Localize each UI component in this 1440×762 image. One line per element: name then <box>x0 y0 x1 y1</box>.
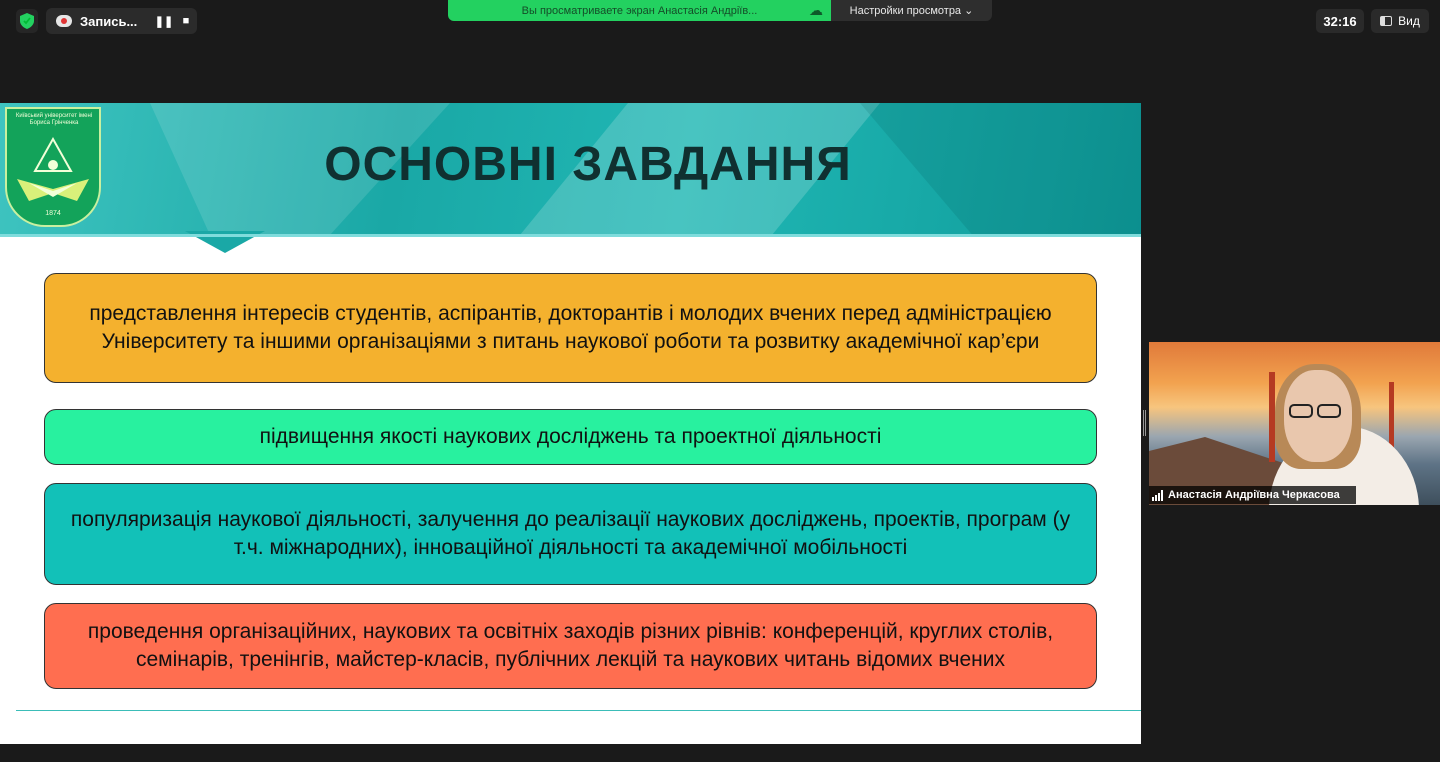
recording-indicator[interactable] <box>46 8 197 34</box>
record-icon <box>56 15 72 27</box>
slide-footer-line <box>16 710 1141 711</box>
participant-video[interactable] <box>1149 342 1440 505</box>
slide-title: ОСНОВНІ ЗАВДАННЯ <box>324 138 852 191</box>
panel-resize-handle[interactable] <box>1143 410 1146 436</box>
layout-icon <box>1380 16 1392 26</box>
share-banner-text: Вы просматриваете экран Анастасія Андріїв... <box>521 4 758 17</box>
logo-year: 1874 <box>45 210 61 217</box>
task-box-events: проведення організаційних, наукових та освітніх заходів різних рівнів: конференцій, круглих столів, семінарів, тренінгів, майстер-класів, публічних лекцій та наукових читань відомих вчених <box>44 603 1097 689</box>
stop-recording-button[interactable]: ■ <box>182 15 190 27</box>
signal-strength-icon <box>1152 490 1163 501</box>
participant-name-tag <box>1149 486 1356 504</box>
task-box-research-quality: підвищення якості наукових досліджень та проектної діяльності <box>44 409 1097 465</box>
recording-label: Запись... <box>80 13 138 29</box>
shared-screen-slide <box>0 103 1141 744</box>
participant-name: Анастасія Андріївна Черкасова <box>1168 489 1340 501</box>
meeting-timer: 32:16 <box>1316 9 1364 33</box>
security-shield-icon[interactable] <box>16 9 38 33</box>
task-box-representation: представлення інтересів студентів, аспірантів, докторантів і молодих вчених перед адміністрацією Університету та іншими організаціями з питань наукової роботи та розвитку академічної кар’єри <box>44 273 1097 383</box>
screen-share-banner <box>448 0 831 21</box>
task-box-popularization: популяризація наукової діяльності, залучення до реалізації наукових досліджень, проектів, програм (у т.ч. міжнародних), інноваційної діяльності та академічної мобільності <box>44 483 1097 585</box>
view-button[interactable] <box>1371 9 1429 33</box>
view-options-dropdown[interactable]: Настройки просмотра ⌄ <box>831 0 992 21</box>
cloud-record-icon: ☁ <box>809 2 823 18</box>
banner-underline <box>0 234 1141 237</box>
pause-recording-button[interactable]: ❚❚ <box>154 15 174 28</box>
logo-university-name: Київський університет імені Бориса Грінченка <box>15 113 93 126</box>
view-button-label: Вид <box>1398 14 1420 28</box>
